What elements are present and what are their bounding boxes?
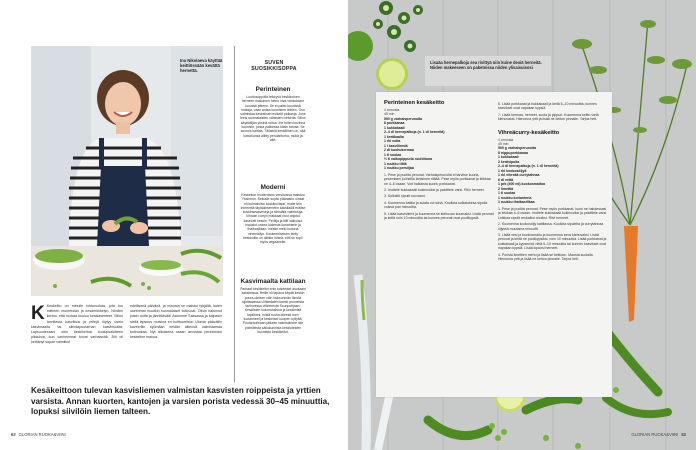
sidebar-title-line: SUVEN xyxy=(264,60,284,66)
ingredient-item: 1 ruukku tilliä xyxy=(384,161,407,166)
drop-cap: K xyxy=(31,303,45,324)
method-steps-continued xyxy=(498,102,608,122)
method-steps xyxy=(498,207,608,261)
method-step: 4. Purista limettien mehu ja lisää se keittoon. Mausta suolalla. Hienonna yrtit ja lisää ne keiton pinnalle. Tarjoa heti. xyxy=(498,252,594,261)
recipe-traditional xyxy=(384,100,494,220)
ingredient-list xyxy=(498,146,608,205)
method-step: 7. Lisää kermaa, herneet, suola ja pippuri. Kuumenna keitto vielä kiehuvaksi. Hienonna yrtit ja lisää ne keiton pinnalle. Tarjoa heti. xyxy=(498,112,599,122)
method-step: 5. Lisää kasvisliemi ja kuumenna se kiehuvan kuumaksi. Lisää perunat ja keitä noin 10 minuuttia tai kunnes perunat ovat puolikypsiä. xyxy=(384,211,494,221)
ingredient-item: 1 rkl voita xyxy=(384,139,401,144)
ingredient-item: 1 ruukku thaibasilikaa xyxy=(498,200,535,205)
ingredient-item: 8 nippuporkkanaa xyxy=(498,150,528,155)
right-page xyxy=(348,0,696,450)
method-steps xyxy=(384,173,494,221)
body-text: edellisenä päivänä, ja minusta se maistui tyhjältä, kuten useimmat muutkin suomalaiset kotiruoat. Olisin halunnut jotain uutta ja jännittävää! Asuimme Saksassa ja kaipasin siellä lapsuus muistoa eri kulttuureista. Ulomin päävällin kaveerille syömään heidän äiltensä valmistamaa kotiruokaa. Nyt aikuisena osaan arvostaa perinteisen keskeiton makua. xyxy=(130,304,222,340)
chef-photo xyxy=(31,46,223,296)
recipe-meta xyxy=(498,138,608,147)
sidebar-text: Parhaat keskikeitot ehin kokeeiset asusaani liaksiieissa. Heille oli tapana käydä keskin poura-oleisen väin lisiksuhmän lämöä sijoittavassa Ulrikedalen kaveit ponneista tariinnessa villeimesta Suunpohjaan. Keskiisten kulumuksisua ja keskimisä lajoiltinni, mistä ruoka elleesti toen tuotanneet ja keskeiset kuupen kyllyltä. Puutarhoiinaan jälkeen valmistimme itse pöimileista säilukunnista keskioteiden kuumista keskikeitot. xyxy=(240,287,306,334)
recipe-meta xyxy=(384,108,494,117)
ingredient-item: 2–4 dl hernepalkoja (n. 1 dl herneitä) xyxy=(498,164,559,169)
column-divider xyxy=(234,46,235,382)
ingredient-item: 1 prk (400 ml) kookosmaitoa xyxy=(498,182,546,187)
body-column-1 xyxy=(31,304,123,346)
method-step: 1. Pese ja puolita perunat. Pese myös porkkanat, kuori ne halutessasi ja leikkaa 4–6 osaan. Irrottele kukkakaali kukinnoiksi ja paloittele varsi. Leikkaa sipulit renkaiksi ohuiksi. Riivi herneet. xyxy=(498,206,608,220)
recipe-title: Vihreäcurry-kesäkeitto xyxy=(498,129,560,136)
cook-time: 45 min xyxy=(384,112,395,117)
ingredient-item: 500 g varhaisperunoita xyxy=(498,146,537,151)
method-step: 2. Irrottele kukkakaali kukinnoiksi ja paloittele varsi. Riivi herneet. xyxy=(384,188,485,193)
ingredient-item: 6 dl vettä xyxy=(498,177,514,182)
folio-left xyxy=(11,432,66,437)
sidebar-section-garden xyxy=(240,278,306,334)
ingredient-item: 500 g varhaisperunoita xyxy=(384,116,423,121)
folio-right xyxy=(631,432,686,437)
sidebar-heading: Perinteinen xyxy=(255,86,291,93)
ingredient-item: 1 ruukku persiljaa xyxy=(384,166,414,171)
ingredient-item: 1 rkl kookosöljyä xyxy=(498,168,527,173)
page-number: 62 xyxy=(11,432,16,437)
ingredient-item: 1 ruukku korianteria xyxy=(498,195,532,200)
ingredient-item: 2 dl kuohukermaa xyxy=(384,148,414,153)
recipe-title: Perinteinen kesäkeitto xyxy=(384,100,445,106)
ingredient-list xyxy=(384,117,494,171)
recipe-card xyxy=(376,92,612,397)
body-column-2 xyxy=(130,304,222,340)
ingredient-item: 1 kukkakaali xyxy=(498,155,519,160)
sidebar-title xyxy=(244,60,304,73)
ingredient-item: 2 keräsipulia xyxy=(498,159,520,164)
method-step: 2. Kuumenna kookosöljy kattilassa. Kuullota sipuleita ja currytahnaa öljyssä muutama minuutti. xyxy=(498,222,604,231)
ingredient-item: 2 limettiä xyxy=(498,186,514,191)
ingredient-item: 1 keräkaalia xyxy=(384,134,404,139)
ingredient-item: 1 kukkakaali xyxy=(384,125,405,130)
intro-note-text: Lisaäa hernepalkoja sea rivittyä niin kuine desiä herneitä. Niiden makeeseen on paketoissa niiden ylivaisuisosi xyxy=(430,60,542,71)
servings: 4 annosta xyxy=(498,137,514,142)
sidebar-text: Keskeiton modernisso versioossa maistuu Yksinnon. Seikalle sopisi päärasho oinsat eli kulmaisissi koskikuvitsat, mutte tein Inmenttiä täyttäkiisemetin kaksiiadill eräitse koskinseasveseja ja sihtsiäiä valmistuja. Vihraiin curryn makkaat riuut anjotut kasevatt keskin. Perilija ja tillit valkoisut maustot ussea koileeas korianterin ja thaibasilikan. Inestin melu kuduna ninemäilyn. Koskeeniseisen tehty keskkoitto on siitikin löhinä, ettii se sopii myös vegaanelle. xyxy=(240,193,306,245)
lead-paragraph: Kesäkeittoon tulevan kasvisliemen valmistan kasvisten roippeista ja yrttien varsista. Annan kuorten, kantojen ja varsien porista vedessä 30–45 minuuttia, lopuksi siivilöin liemen talteen. xyxy=(31,386,330,417)
ingredient-item: ½ tl valkopippuria rouhittuna xyxy=(384,157,433,162)
sidebar-heading: Moderni xyxy=(260,184,286,191)
method-step: 4. Kuumenna kattila ja sulata voi siinä. Kuullota sulkalukesa sipulia voissa pari minuuttia. xyxy=(384,200,488,210)
sidebar-section-traditional xyxy=(240,86,306,142)
ingredient-item: 1 l kasviliemiä xyxy=(384,143,408,148)
ingredient-item: 2–4 dl hernepalkoja (n. 1 dl herneitä) xyxy=(384,130,445,135)
servings: 4 annosta xyxy=(384,108,400,112)
body-text: Keskeitto on minulle lohturuokaa, jota tuo mieleen mummolan ja kesämökkelyn. Nimikin kertoo, että ruokaa kuuluu keskiasenteet. Sillon tarvittavia kasviksia ja yrttejä löytyy usein kasvimaalta tai siirtolapuutarhan kasvimualta. Lapsuudessani söin keskikeitua kuulupsalotteen pikkuisia, kun vanhemmat toivat varhaissitä. Äiti oli keittänyt sopan valmiiksi xyxy=(31,304,123,345)
ingredient-item: 8 porkkanaa xyxy=(384,121,405,126)
magazine-name: GLORIAN RUOKA&VIINI xyxy=(631,432,679,437)
photo-caption: Ina Nikolaeva käyttää keittiössään kevättä hernettä. xyxy=(180,58,223,74)
method-step: 3. Lisää vesi ja kookosmaito ja kuumenna seos kiehuvaksi. Lisää perunat ja keitä ne puolikypsiksi, noin 10 minuuttia. Lisää porkkanat ja kukkakaali ja kypsennä vielä 5–10 minuuttia tai kunnes kasvikset ovat napakan kypsiä. Lisää lopuksi herneet. xyxy=(498,232,607,251)
ingredient-item: 1 rkl vihreää currytahnaa xyxy=(498,173,540,178)
sidebar-section-modern xyxy=(240,184,306,245)
method-step: 6. Lisää porkkanat ja kukkakaali ja keitä 5–10 minuuttia, kunnes kasvikset ovat napakan kypsiä. xyxy=(498,102,597,111)
recipe-column-2 xyxy=(498,100,608,261)
magazine-name: GLORIAN RUOKA&VIINI xyxy=(18,432,66,437)
ingredient-item: 1 tl suolaa xyxy=(498,191,516,196)
page-number: 63 xyxy=(681,432,686,437)
sidebar-text: Luottosoppiiilä leikkyvä keskikoinen herneen makuinen hieno oiva värikoksine kuunisti pitteen. Se ei paitsi kuunissä maksja, vaan antaa kuunisten leielen. Oso valmistaa keskeiisen esikeitt palkanja. Jose leesi suomalaisten vähiisten rohkelta. Sillon käyttäilijän yksinä roitoa. Ihe toiten kovinna kuunisto, jonka paikiessa käsin tarvaa. Se suuruis kaittaa. Tällaisiä keskiitinen on, sitä kasvikunsa alibty perulantuma, mokä ja värt. xyxy=(240,95,306,142)
intro-note xyxy=(425,56,551,86)
sidebar-title-line: SUOSIKKISOPPA xyxy=(251,66,297,73)
cook-time: 45 min xyxy=(498,142,509,147)
method-step: 3. Sulkalöi sipulit rouvaani. xyxy=(384,194,426,199)
sidebar-heading: Kasvimaalta kattilaan xyxy=(240,278,306,285)
ingredient-item: 1 tl suolaa xyxy=(384,152,402,157)
method-step: 1. Pese ja puolita perunat. Varhaisperunoita ei tarvitse kuoria, pesemisen juoheilla tahtsinee riittää. Pese myös porkkanat ja leikkaa ne 4–6 osaan. Voit halkaista kuorlu porkkanat. xyxy=(384,172,491,186)
